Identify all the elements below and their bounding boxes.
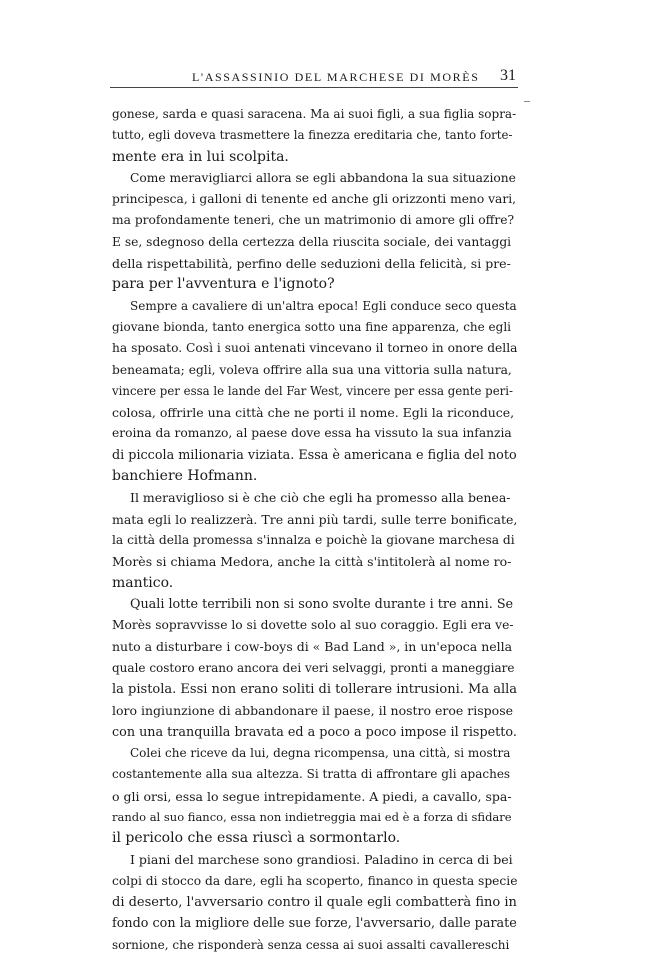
text-line: mantico.: [112, 574, 174, 591]
body-text: [112, 104, 517, 956]
text-line: colpi di stocco da dare, egli ha scoperto, financo in questa specie: [112, 873, 518, 888]
running-title: L'ASSASSINIO DEL MARCHESE DI MORÈS: [192, 70, 480, 84]
text-line: mente era in lui scolpita.: [112, 148, 289, 165]
text-line: loro ingiunzione di abbandonare il paese, il nostro eroe rispose: [112, 703, 514, 719]
text-line: rando al suo fianco, essa non indietreggia mai ed è a forza di sfidare: [112, 809, 512, 824]
text-line: il pericolo che essa riuscì a sormontarlo.: [112, 830, 401, 847]
text-line: Come meravigliarci allora se egli abbandona la sua situazione: [130, 170, 516, 185]
text-line: E se, sdegnoso della certezza della riuscita sociale, dei vantaggi: [112, 234, 512, 249]
text-line: fondo con la migliore delle sue forze, l'avversario, dalle parate: [112, 916, 517, 932]
text-line: I piani del marchese sono grandiosi. Paladino in cerca di bei: [130, 852, 513, 868]
text-line: con una tranquilla bravata ed a poco a poco impose il rispetto.: [112, 724, 517, 740]
page-number: 31: [500, 67, 516, 84]
text-line: quale costoro erano ancora dei veri selvaggi, pronti a maneggiare: [112, 660, 515, 675]
text-line: sornione, che risponderà senza cessa ai suoi assalti cavallereschi: [112, 937, 510, 952]
text-line: la pistola. Essi non erano soliti di tollerare intrusioni. Ma alla: [112, 682, 518, 698]
text-line: Sempre a cavaliere di un'altra epoca! Egli conduce seco questa: [130, 298, 517, 313]
text-line: ha sposato. Così i suoi antenati vincevano il torneo in onore della: [112, 341, 518, 356]
text-line: della rispettabilità, perfino delle seduzioni della felicità, si pre-: [112, 256, 511, 272]
text-line: nuto a disturbare i cow-boys di « Bad Land », in un'epoca nella: [112, 639, 513, 655]
text-line: principesca, i galloni di tenente ed anche gli orizzonti meno vari,: [112, 192, 517, 207]
text-line: gonese, sarda e quasi saracena. Ma ai suoi figli, a sua figlia sopra-: [112, 107, 517, 121]
text-line: eroina da romanzo, al paese dove essa ha vissuto la sua infanzia: [112, 426, 512, 441]
text-line: para per l'avventura e l'ignoto?: [112, 276, 335, 293]
text-line: Morès si chiama Medora, anche la città s'intitolerà al nome ro-: [112, 554, 512, 570]
text-line: mata egli lo realizzerà. Tre anni più tardi, sulle terre bonificate,: [112, 511, 518, 527]
text-line: colosa, offrirle una città che ne porti il nome. Egli la riconduce,: [112, 405, 515, 421]
text-line: di piccola milionaria viziata. Essa è americana e figlia del noto: [112, 447, 517, 463]
text-line: Il meraviglioso si è che ciò che egli ha promesso alla benea-: [130, 490, 511, 506]
text-line: o gli orsi, essa lo segue intrepidamente. A piedi, a cavallo, spa-: [112, 788, 512, 804]
text-line: di deserto, l'avversario contro il quale egli combatterà fino in: [112, 894, 517, 910]
text-line: beneamata; egli, voleva offrire alla sua una vittoria sulla natura,: [112, 362, 512, 377]
text-line: tutto, egli doveva trasmettere la finezza ereditaria che, tanto forte-: [112, 128, 513, 143]
text-line: banchiere Hofmann.: [112, 468, 258, 485]
margin-mark: [524, 101, 530, 102]
text-line: costantemente alla sua altezza. Si tratta di affrontare gli apaches: [112, 767, 511, 782]
text-line: giovane bionda, tanto energica sotto una fine apparenza, che egli: [112, 319, 512, 334]
text-line: vincere per essa le lande del Far West, vincere per essa gente peri-: [112, 383, 514, 398]
text-line: ma profondamente teneri, che un matrimonio di amore gli offre?: [112, 213, 515, 228]
page-header: [112, 62, 516, 84]
text-line: Colei che riceve da lui, degna ricompensa, una città, si mostra: [130, 745, 511, 760]
text-line: la città della promessa s'innalza e poichè la giovane marchesa di: [112, 532, 515, 547]
text-line: Morès sopravvisse lo si dovette solo al suo coraggio. Egli era ve-: [112, 618, 514, 633]
text-line: Quali lotte terribili non si sono svolte durante i tre anni. Se: [130, 596, 514, 612]
header-rule: [110, 87, 518, 88]
